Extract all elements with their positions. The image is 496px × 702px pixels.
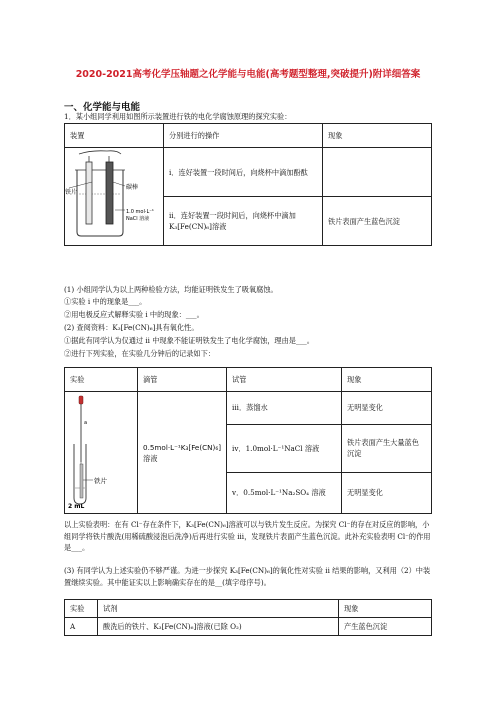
experiment-table xyxy=(64,367,432,514)
table2-row-v-phenomenon: 无明显变化 xyxy=(342,472,432,513)
table2-row-iv-phenomenon: 铁片表面产生大量蓝色沉淀 xyxy=(342,424,432,472)
question-intro: 1．某小组同学利用如图所示装置进行铁的电化学腐蚀原理的探究实验： xyxy=(64,112,292,121)
label-carbon-rod: 碳棒 xyxy=(126,184,139,191)
section-heading: 一、化学能与电能 xyxy=(64,102,141,113)
table2-header-tube: 试管 xyxy=(227,368,342,392)
line-3: ②用电极反应式解释实验 i 中的现象：___。 xyxy=(64,310,204,319)
label-a: a xyxy=(84,420,88,426)
label-iron-sheet-2: 铁片 xyxy=(94,477,107,485)
table2-row-iii-tube: iii．蒸馏水 xyxy=(227,392,342,425)
dropper-tube-figure xyxy=(65,392,137,510)
table1-row2-operation: ii．连好装置一段时间后，向烧杯中滴加K₃[Fe(CN)₆]溶液 xyxy=(164,197,323,246)
table3-row-a-id: A xyxy=(65,618,98,636)
dropper-tube-cell xyxy=(65,392,138,514)
label-volume: 2 mL xyxy=(68,503,85,510)
table1-row1-phenomenon xyxy=(323,148,432,197)
table2-header-phenomenon: 现象 xyxy=(342,368,432,392)
electrochem-apparatus-cell xyxy=(65,148,164,246)
table3-header-reagent: 试剂 xyxy=(98,600,339,618)
beaker-electrodes-figure xyxy=(65,148,163,242)
label-solution-conc: 1.0 mol·L⁻¹ xyxy=(126,209,154,215)
reagent-table xyxy=(64,599,432,636)
table1-header-operation: 分别进行的操作 xyxy=(164,124,323,148)
table1-header-apparatus: 装置 xyxy=(65,124,164,148)
table2-header-experiment: 实验 xyxy=(65,368,138,392)
dropper-solution: 0.5mol·L⁻¹K₃[Fe(CN)₆]溶液 xyxy=(138,392,227,514)
table3-row-a-reagent: 酸洗后的铁片、K₃[Fe(CN)₆]溶液(已除 O₂) xyxy=(98,618,339,636)
line-4: (2) 查阅资料：K₃[Fe(CN)₆]具有氧化性。 xyxy=(64,323,199,332)
label-iron-sheet: 铁片 xyxy=(65,189,78,196)
line-6: ②进行下列实验，在实验几分钟后的记录如下： xyxy=(64,349,215,358)
table3-header-phenomenon: 现象 xyxy=(339,600,432,618)
table3-header-experiment: 实验 xyxy=(65,600,98,618)
line-2: ①实验 i 中的现象是___。 xyxy=(64,297,147,306)
line-1: (1) 小组同学认为以上两种检验方法，均能证明铁发生了吸氧腐蚀。 xyxy=(64,285,278,294)
table2-row-iii-phenomenon: 无明显变化 xyxy=(342,392,432,425)
document-title: 2020-2021高考化学压轴题之化学能与电能(高考题型整理,突破提升)附详细答案 xyxy=(75,69,421,80)
paragraph-conclusion: 以上实验表明：在有 Cl⁻存在条件下，K₃[Fe(CN)₆]溶液可以与铁片发生反应。为探究 Cl⁻的存在对反应的影响，小组同学将铁片酸洗(用稀硫酸浸泡后洗净)后再进行实验 iii，发现铁片表面产生蓝色沉淀。此补充实验表明 Cl⁻的作用是___。 xyxy=(64,520,431,552)
table2-row-iv-tube: iv．1.0mol·L⁻¹NaCl 溶液 xyxy=(227,424,342,472)
table1-row1-operation: i．连好装置一段时间后，向烧杯中滴加酚酞 xyxy=(164,148,323,197)
table2-row-v-tube: v．0.5mol·L⁻¹Na₂SO₄ 溶液 xyxy=(227,472,342,513)
table1-header-phenomenon: 现象 xyxy=(323,124,432,148)
line-5: ①据此有同学认为仅通过 ii 中现象不能证明铁发生了电化学腐蚀，理由是___。 xyxy=(64,336,314,345)
label-solution-name: NaCl 溶液 xyxy=(126,216,150,222)
table1-row2-phenomenon: 铁片表面产生蓝色沉淀 xyxy=(323,197,432,246)
apparatus-table xyxy=(64,123,432,246)
paragraph-question3: (3) 有同学认为上述实验仍不够严谨。为进一步探究 K₃[Fe(CN)₆]的氧化性对实验 ii 结果的影响，又利用（2）中装置继续实验。其中能证实以上影响确实存在的是__(填字母序号)。 xyxy=(64,566,431,587)
table3-row-a-phenomenon: 产生蓝色沉淀 xyxy=(339,618,432,636)
table2-header-dropper: 滴管 xyxy=(138,368,227,392)
